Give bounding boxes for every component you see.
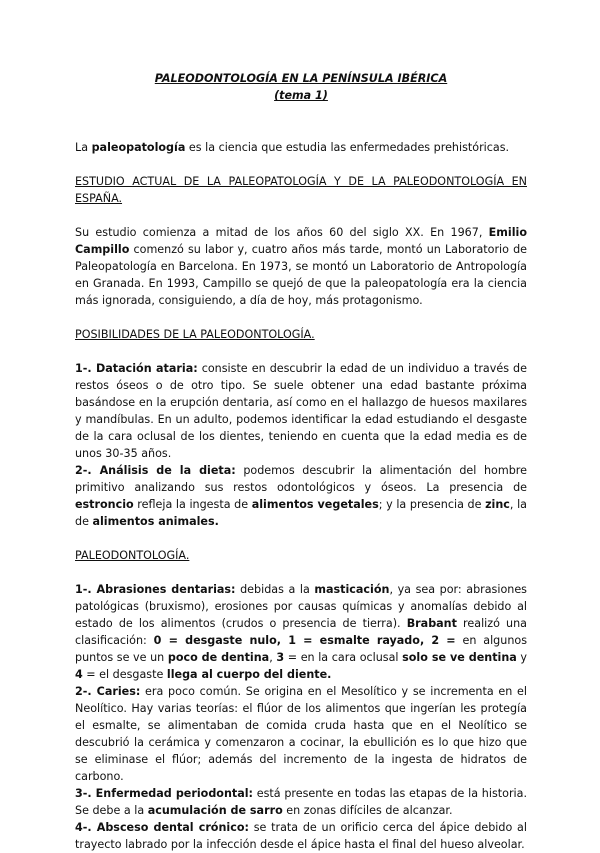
item-text: en algunos puntos se ve un xyxy=(75,634,527,664)
item-bold: 4 xyxy=(75,668,83,681)
item-bold: llega al cuerpo del diente. xyxy=(166,668,332,681)
item-label: 4-. Absceso dental crónico: xyxy=(75,821,249,834)
paleodontologia-item-1 xyxy=(75,581,527,683)
estudio-text-2: comenzó su labor y, cuatro años más tarde, montó un Laboratorio de Paleopatología en Barcelona. En 1973, se montó un Laboratorio de Antropología en Granada. En 1993, Campillo se quejó de que la paleopatología era la ciencia más ignorada, consiguiendo, a día de hoy, más protagonismo. xyxy=(75,243,527,307)
section-heading-posibilidades: POSIBILIDADES DE LA PALEODONTOLOGÍA. xyxy=(75,328,315,341)
estudio-text-1: Su estudio comienza a mitad de los años 60 del siglo XX. En 1967, xyxy=(75,226,489,239)
item-label: 3-. Enfermedad periodontal: xyxy=(75,787,253,800)
intro-term: paleopatología xyxy=(91,141,186,154)
item-bold: solo se ve dentina xyxy=(402,651,517,664)
item-bold: poco de dentina xyxy=(167,651,270,664)
item-text: se trata de un orificio cerca del ápice debido al trayecto labrado por la infección desde el ápice hasta el final del hueso alveolar. xyxy=(75,821,527,851)
section-heading-paleodontologia: PALEODONTOLOGÍA. xyxy=(75,549,190,562)
item-label: 2-. Análisis de la dieta: xyxy=(75,464,236,477)
item-text: ; y la presencia de xyxy=(378,498,486,511)
item-text: consiste en descubrir la edad de un individuo a través de restos óseos o de otro tipo. Se suele obtener una edad bastante próxima basándose en la erupción dentaria, así como en el hallazgo de huesos maxilares y mandíbulas. En un adulto, podemos identificar la edad estudiando el desgaste de la cara oclusal de los dientes, teniendo en cuenta que la edad media es de unos 30-35 años. xyxy=(75,362,527,460)
item-text: = el desgaste xyxy=(82,668,167,681)
item-text: era poco común. Se origina en el Mesolítico y se incrementa en el Neolítico. Hay varias teorías: el flúor de los alimentos que ingerían les protegía el esmalte, se alimentaban de comida cruda hasta que en el Neolítico se descubrió la cerámica y comenzaron a cocinar, la ebullición es lo que hizo que se eliminase el flúor; además del incremento de la ingesta de hidratos de carbono. xyxy=(75,685,527,783)
item-text: , xyxy=(269,651,277,664)
item-text: refleja la ingesta de xyxy=(133,498,252,511)
item-text: está presente en todas las etapas de la historia. Se debe a la xyxy=(75,787,527,817)
section-heading-estudio: ESTUDIO ACTUAL DE LA PALEOPATOLOGÍA Y DE LA PALEODONTOLOGÍA EN ESPAÑA. xyxy=(75,175,527,205)
document-title: PALEODONTOLOGÍA EN LA PENÍNSULA IBÉRICA xyxy=(154,72,448,85)
item-bold: 3 xyxy=(276,651,285,664)
item-text: = en la cara oclusal xyxy=(284,651,403,664)
item-text: y xyxy=(516,651,527,664)
document-subtitle: (tema 1) xyxy=(274,89,328,102)
item-bold: acumulación de sarro xyxy=(147,804,283,817)
item-bold: alimentos animales. xyxy=(92,515,219,528)
intro-pre: La xyxy=(75,141,92,154)
item-text: en zonas difíciles de alcanzar. xyxy=(282,804,453,817)
item-text: podemos descubrir la alimentación del hombre primitivo analizando sus restos odontológicos y óseos. La presencia de xyxy=(75,464,527,494)
paleodontologia-item-3 xyxy=(75,785,527,819)
item-text: , la de xyxy=(75,498,528,528)
item-label: 1-. Datación ataria: xyxy=(75,362,198,375)
intro-paragraph xyxy=(75,139,527,156)
item-bold: Brabant xyxy=(406,617,457,630)
item-bold: zinc xyxy=(485,498,510,511)
document-page xyxy=(75,70,527,853)
item-text: debidas a la xyxy=(235,583,315,596)
posibilidades-item-2 xyxy=(75,462,527,530)
paleodontologia-item-2 xyxy=(75,683,527,785)
intro-post: es la ciencia que estudia las enfermedades prehistóricas. xyxy=(185,141,510,154)
posibilidades-item-1 xyxy=(75,360,527,462)
item-text: , ya sea por: abrasiones patológicas (bruxismo), erosiones por causas químicas y anomalías debido al estado de los alimentos (crudos o presencia de tierra). xyxy=(75,583,527,630)
estudio-paragraph xyxy=(75,224,527,309)
item-label: 2-. Caries: xyxy=(75,685,141,698)
item-bold: estroncio xyxy=(75,498,134,511)
item-bold: masticación xyxy=(314,583,390,596)
estudio-name: Emilio Campillo xyxy=(75,226,527,256)
item-bold: 0 = desgaste nulo, 1 = esmalte rayado, 2 = xyxy=(153,634,456,647)
item-bold: alimentos vegetales xyxy=(251,498,379,511)
item-label: 1-. Abrasiones dentarias: xyxy=(75,583,236,596)
item-text: realizó una clasificación: xyxy=(75,617,527,647)
